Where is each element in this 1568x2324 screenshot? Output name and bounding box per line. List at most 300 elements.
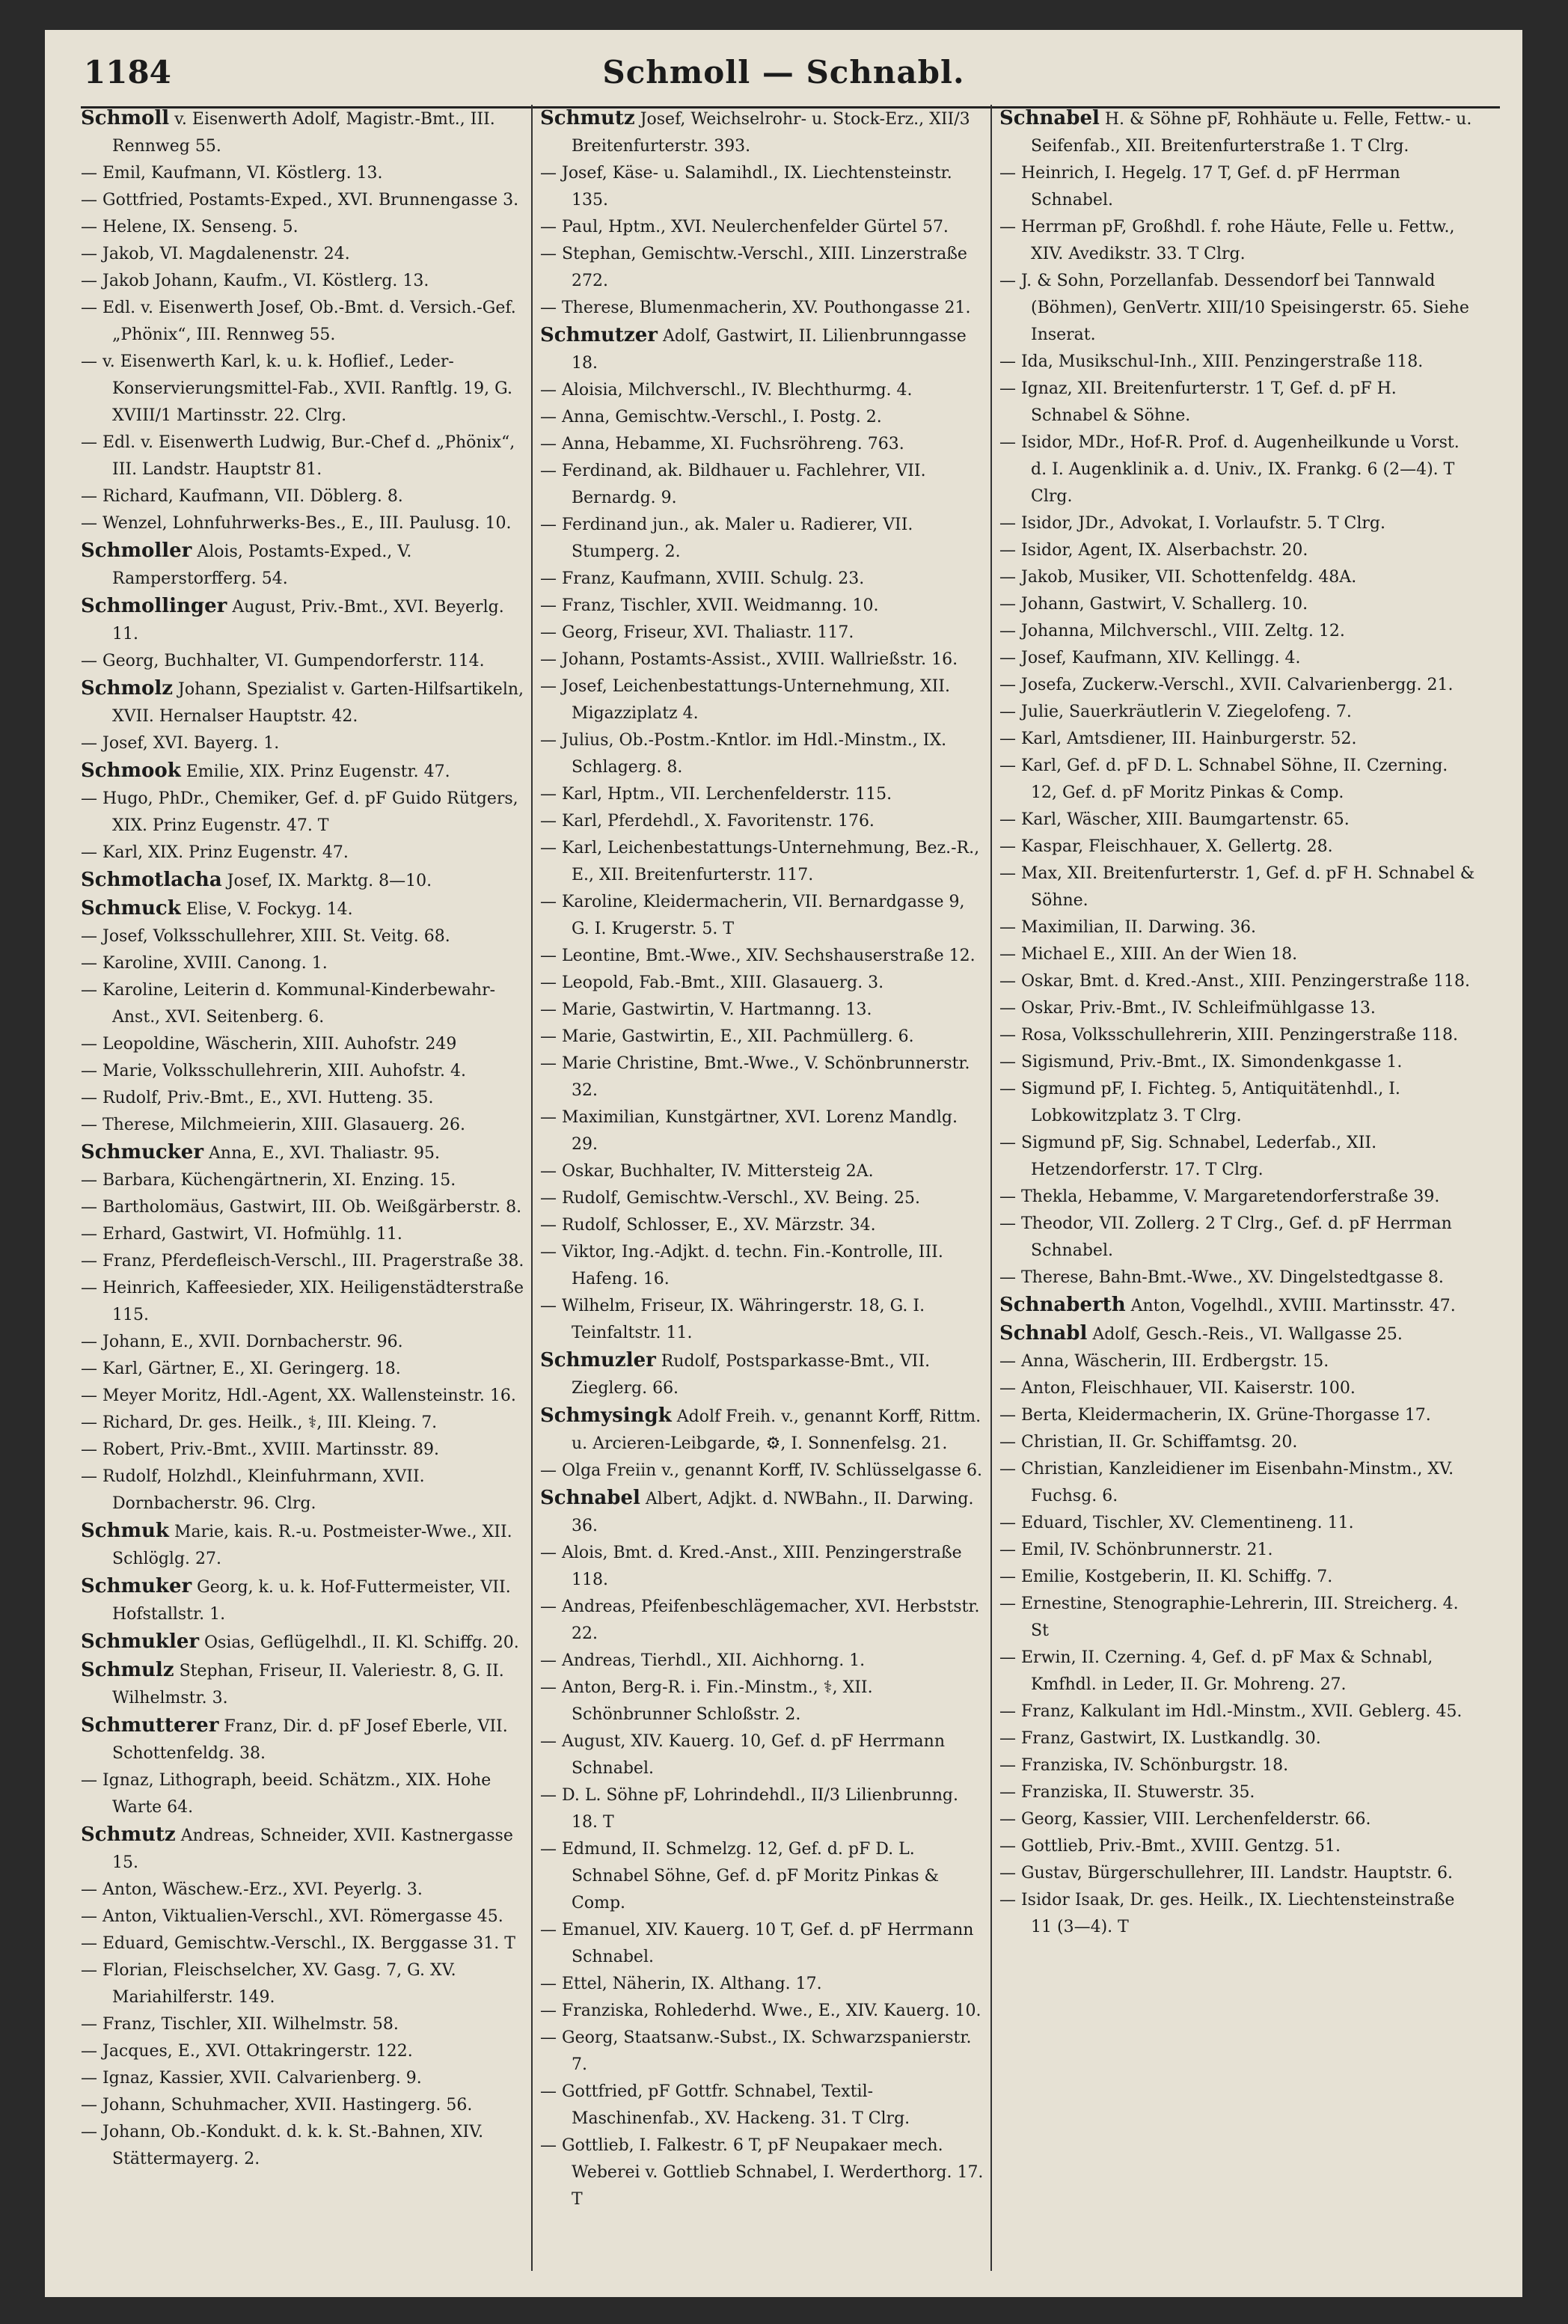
directory-entry <box>81 593 527 648</box>
directory-entry <box>81 1139 527 1167</box>
entry-text: — Barbara, Küchengärtnerin, XI. Enzing. 15. <box>81 1171 456 1190</box>
directory-entry <box>81 757 527 786</box>
directory-entry <box>81 1248 527 1275</box>
entry-text: Stephan, Friseur, II. Valeriestr. 8, G. II. Wilhelmstr. 3. <box>112 1662 504 1707</box>
directory-entry <box>81 648 527 675</box>
entry-text: — Thekla, Hebamme, V. Margaretendorferstraße 39. <box>999 1187 1440 1206</box>
directory-entry <box>999 941 1478 968</box>
entry-text: — Isidor, MDr., Hof-R. Prof. d. Augenheilkunde u Vorst. d. I. Augenklinik a. d. Univ., IX. Frankg. 6 (2—4). T Clrg. <box>999 433 1460 506</box>
entry-text: — Heinrich, I. Hegelg. 17 T, Gef. d. pF Herrman Schnabel. <box>999 164 1400 210</box>
directory-entry <box>81 268 527 295</box>
entry-text: — Ignaz, XII. Breitenfurterstr. 1 T, Gef. d. pF H. Schnabel & Söhne. <box>999 379 1397 425</box>
entry-text: — Viktor, Ing.-Adjkt. d. techn. Fin.-Kontrolle, III. Hafeng. 16. <box>540 1243 943 1288</box>
entry-text: — Anna, Gemischtw.-Verschl., I. Postg. 2. <box>540 408 882 426</box>
entry-text: — Alois, Bmt. d. Kred.-Anst., XIII. Penzingerstraße 118. <box>540 1544 962 1589</box>
directory-entry <box>540 997 986 1024</box>
directory-entry <box>999 1456 1478 1510</box>
directory-entry <box>999 1402 1478 1429</box>
directory-entry <box>540 808 986 835</box>
entry-text: — Franz, Kalkulant im Hdl.-Minstm., XVII. Geblerg. 45. <box>999 1702 1463 1721</box>
entry-text: — Johann, E., XVII. Dornbacherstr. 96. <box>81 1333 403 1351</box>
directory-entry <box>540 1728 986 1782</box>
directory-entry <box>81 1329 527 1356</box>
entry-text: — Wilhelm, Friseur, IX. Währingerstr. 18, G. I. Teinfaltstr. 11. <box>540 1297 925 1342</box>
directory-entry <box>81 950 527 977</box>
directory-entry <box>999 1887 1478 1941</box>
entry-surname: Schmukler <box>81 1630 200 1653</box>
entry-text: Anton, Vogelhdl., XVIII. Martinsstr. 47. <box>1125 1297 1456 1315</box>
entry-surname: Schmook <box>81 759 181 782</box>
directory-page <box>45 30 1522 2297</box>
directory-entry <box>999 591 1478 618</box>
directory-entry <box>81 840 527 866</box>
directory-entry <box>81 2119 527 2173</box>
directory-entry <box>999 618 1478 645</box>
entry-text: — Therese, Milchmeierin, XIII. Glasauerg. 26. <box>81 1116 466 1134</box>
directory-entry <box>540 620 986 646</box>
directory-entry <box>999 753 1478 807</box>
directory-entry <box>540 1293 986 1347</box>
entry-text: Elise, V. Fockyg. 14. <box>180 900 353 919</box>
directory-entry <box>540 566 986 593</box>
directory-entry <box>999 1591 1478 1645</box>
entry-text: — Johann, Gastwirt, V. Schallerg. 10. <box>999 595 1308 614</box>
entry-text: — Ferdinand, ak. Bildhauer u. Fachlehrer, VII. Bernardg. 9. <box>540 462 926 507</box>
directory-entry <box>81 241 527 268</box>
entry-surname: Schmulz <box>81 1659 174 1681</box>
directory-entry <box>540 1998 986 2025</box>
directory-entry <box>81 1275 527 1329</box>
directory-entry <box>540 970 986 997</box>
directory-entry <box>540 1212 986 1239</box>
directory-entry <box>540 1540 986 1594</box>
directory-entry <box>81 1712 527 1767</box>
directory-entry <box>81 1085 527 1112</box>
directory-entry <box>999 1833 1478 1860</box>
entry-text: Anna, E., XVI. Thaliastr. 95. <box>203 1144 440 1163</box>
directory-entry <box>999 1320 1478 1348</box>
directory-entry <box>999 105 1478 160</box>
entry-text: — Hugo, PhDr., Chemiker, Gef. d. pF Guido Rütgers, XIX. Prinz Eugenstr. 47. T <box>81 789 518 835</box>
directory-entry <box>81 1903 527 1930</box>
entry-text: — Johanna, Milchverschl., VIII. Zeltg. 12. <box>999 622 1345 640</box>
entry-text: — Rudolf, Schlosser, E., XV. Märzstr. 34. <box>540 1216 876 1235</box>
entry-text: v. Eisenwerth Adolf, Magistr.-Bmt., III. Rennweg 55. <box>112 110 495 156</box>
directory-entry <box>999 429 1478 510</box>
entry-surname: Schmutz <box>81 1823 176 1846</box>
directory-entry <box>81 1356 527 1383</box>
directory-entry <box>999 834 1478 860</box>
entry-text: — Robert, Priv.-Bmt., XVIII. Martinsstr. 89. <box>81 1440 440 1459</box>
entry-text: — Ignaz, Kassier, XVII. Calvarienberg. 9. <box>81 2069 422 2088</box>
entry-text: — Marie, Gastwirtin, E., XII. Pachmüllerg. 6. <box>540 1027 914 1046</box>
entry-surname: Schmuck <box>81 897 181 920</box>
entry-text: Alois, Postamts-Exped., V. Ramperstorfferg. 54. <box>112 542 412 588</box>
entry-surname: Schmuker <box>81 1575 192 1597</box>
directory-entry <box>81 730 527 757</box>
entry-surname: Schmuk <box>81 1520 169 1542</box>
entry-text: — Josef, Leichenbestattungs-Unternehmung, XII. Migazziplatz 4. <box>540 677 950 723</box>
directory-entry <box>540 214 986 241</box>
directory-entry <box>81 483 527 510</box>
entry-text: — Therese, Blumenmacherin, XV. Pouthongasse 21. <box>540 299 971 317</box>
directory-entry <box>540 2132 986 2213</box>
directory-entry <box>540 781 986 808</box>
directory-entry <box>81 2065 527 2092</box>
directory-entry <box>999 1752 1478 1779</box>
entry-text: H. & Söhne pF, Rohhäute u. Felle, Fettw.- u. Seifenfab., XII. Breitenfurterstraße 1. T Clrg. <box>1031 110 1472 156</box>
entry-text: — Rudolf, Priv.-Bmt., E., XVI. Hutteng. 35. <box>81 1089 434 1107</box>
entry-text: — Karl, Wäscher, XIII. Baumgartenstr. 65. <box>999 810 1350 829</box>
directory-entry <box>540 593 986 620</box>
entry-text: — Anton, Fleischhauer, VII. Kaiserstr. 100. <box>999 1379 1356 1398</box>
directory-entry <box>81 295 527 349</box>
entry-text: — Maximilian, II. Darwing. 36. <box>999 918 1257 937</box>
entry-text: — Josef, Volksschullehrer, XIII. St. Veitg. 68. <box>81 927 450 946</box>
directory-entry <box>81 510 527 537</box>
entry-text: — Olga Freiin v., genannt Korff, IV. Schlüsselgasse 6. <box>540 1461 982 1480</box>
entry-text: — Berta, Kleidermacherin, IX. Grüne-Thorgasse 17. <box>999 1406 1431 1425</box>
entry-text: — Gustav, Bürgerschullehrer, III. Landstr. Hauptstr. 6. <box>999 1864 1453 1883</box>
entry-text: — Ida, Musikschul-Inh., XIII. Penzingerstraße 118. <box>999 352 1424 371</box>
entry-text: — Gottlieb, Priv.-Bmt., XVIII. Gentzg. 51. <box>999 1837 1341 1856</box>
entry-text: — Jakob Johann, Kaufm., VI. Köstlerg. 13. <box>81 272 429 290</box>
entry-text: — Karl, Amtsdiener, III. Hainburgerstr. 52. <box>999 730 1357 748</box>
directory-entry <box>81 1383 527 1410</box>
directory-entry <box>81 187 527 214</box>
entry-text: — Andreas, Tierhdl., XII. Aichhorng. 1. <box>540 1651 866 1670</box>
directory-entry <box>999 1211 1478 1265</box>
entry-surname: Schmutterer <box>81 1714 219 1737</box>
entry-text: — Franz, Tischler, XII. Wilhelmstr. 58. <box>81 2015 399 2034</box>
page-number: 1184 <box>84 54 171 91</box>
entry-text: — Oskar, Bmt. d. Kred.-Anst., XIII. Penzingerstraße 118. <box>999 972 1471 991</box>
entry-text: Georg, k. u. k. Hof-Futtermeister, VII. Hofstallstr. 1. <box>112 1578 511 1624</box>
entry-text: — Julie, Sauerkräutlerin V. Ziegelofeng. 7. <box>999 703 1352 721</box>
directory-entry <box>81 895 527 923</box>
directory-entry <box>540 431 986 458</box>
entry-surname: Schmoller <box>81 539 192 562</box>
entry-text: — Karoline, Kleidermacherin, VII. Bernardgasse 9, G. I. Krugerstr. 5. T <box>540 893 965 938</box>
directory-entry <box>81 1464 527 1517</box>
entry-text: — Marie, Volksschullehrerin, XIII. Auhofstr. 4. <box>81 1062 466 1080</box>
directory-entry <box>999 1429 1478 1456</box>
entry-text: — Erhard, Gastwirt, VI. Hofmühlg. 11. <box>81 1225 402 1244</box>
directory-entry <box>540 1051 986 1104</box>
column-1 <box>81 105 527 2271</box>
directory-entry <box>81 1767 527 1821</box>
entry-text: — Josef, Käse- u. Salamihdl., IX. Liechtensteinstr. 135. <box>540 164 952 210</box>
directory-entry <box>999 726 1478 753</box>
directory-entry <box>999 376 1478 429</box>
directory-entry <box>81 1437 527 1464</box>
directory-entry <box>81 429 527 483</box>
directory-entry <box>540 458 986 512</box>
entry-surname: Schmoll <box>81 107 170 129</box>
directory-entry <box>999 1375 1478 1402</box>
entry-text: — Josef, Kaufmann, XIV. Kellingg. 4. <box>999 649 1301 667</box>
directory-entry <box>540 1024 986 1051</box>
directory-entry <box>999 1049 1478 1076</box>
entry-text: — Max, XII. Breitenfurterstr. 1, Gef. d. pF H. Schnabel & Söhne. <box>999 864 1475 910</box>
entry-text: — Isidor, JDr., Advokat, I. Vorlaufstr. 5. T Clrg. <box>999 514 1385 533</box>
entry-text: — Therese, Bahn-Bmt.-Wwe., XV. Dingelstedtgasse 8. <box>999 1268 1444 1287</box>
entry-text: — J. & Sohn, Porzellanfab. Dessendorf bei Tannwald (Böhmen), GenVertr. XIII/10 Speisingerstr. 65. Siehe Inserat. <box>999 272 1469 344</box>
directory-entry <box>999 1130 1478 1184</box>
entry-surname: Schmysingk <box>540 1404 672 1427</box>
directory-entry <box>540 646 986 673</box>
directory-entry <box>81 1221 527 1248</box>
directory-entry <box>81 1194 527 1221</box>
entry-text: — Heinrich, Kaffeesieder, XIX. Heiligenstädterstraße 115. <box>81 1279 524 1324</box>
entry-text: — Franziska, IV. Schönburgstr. 18. <box>999 1756 1289 1775</box>
directory-entry <box>540 835 986 889</box>
entry-text: — Anton, Viktualien-Verschl., XVI. Römergasse 45. <box>81 1907 503 1926</box>
directory-entry <box>540 377 986 404</box>
entry-text: — Anton, Berg-R. i. Fin.-Minstm., ⚕, XII. Schönbrunner Schloßstr. 2. <box>540 1678 873 1724</box>
entry-text: Josef, Weichselrohr- u. Stock-Erz., XII/3 Breitenfurterstr. 393. <box>572 110 970 156</box>
running-title: Schmoll — Schnabl. <box>602 54 965 91</box>
directory-entry <box>81 1930 527 1957</box>
entry-text: — Jakob, VI. Magdalenenstr. 24. <box>81 245 350 263</box>
directory-entry <box>999 699 1478 726</box>
entry-text: — Oskar, Buchhalter, IV. Mittersteig 2A. <box>540 1162 874 1181</box>
entry-text: Marie, kais. R.-u. Postmeister-Wwe., XII. Schlöglg. 27. <box>112 1523 512 1568</box>
entry-text: Josef, IX. Marktg. 8—10. <box>221 872 432 890</box>
entry-text: — Theodor, VII. Zollerg. 2 T Clrg., Gef. d. pF Herrman Schnabel. <box>999 1214 1452 1260</box>
entry-text: — Jacques, E., XVI. Ottakringerstr. 122. <box>81 2042 413 2061</box>
entry-surname: Schnaberth <box>999 1294 1126 1316</box>
entry-surname: Schmuzler <box>540 1349 656 1372</box>
entry-text: — Ferdinand jun., ak. Maler u. Radierer, VII. Stumperg. 2. <box>540 516 913 561</box>
entry-text: — Emilie, Kostgeberin, II. Kl. Schiffg. 7. <box>999 1568 1333 1586</box>
directory-entry <box>81 977 527 1031</box>
directory-entry <box>81 2038 527 2065</box>
entry-text: — Anton, Wäschew.-Erz., XVI. Peyerlg. 3. <box>81 1880 423 1899</box>
directory-entry <box>81 537 527 593</box>
directory-entry <box>81 1628 527 1657</box>
entry-text: — Edmund, II. Schmelzg. 12, Gef. d. pF D. L. Schnabel Söhne, Gef. d. pF Moritz Pinkas & Comp. <box>540 1840 940 1912</box>
column-3 <box>999 105 1478 2271</box>
entry-text: — Edl. v. Eisenwerth Josef, Ob.-Bmt. d. Versich.-Gef. „Phönix“, III. Rennweg 55. <box>81 299 516 344</box>
entry-surname: Schmucker <box>81 1141 204 1163</box>
entry-text: — Gottfried, Postamts-Exped., XVI. Brunnengasse 3. <box>81 191 519 210</box>
directory-entry <box>999 968 1478 995</box>
directory-entry <box>81 1957 527 2011</box>
directory-entry <box>81 923 527 950</box>
directory-entry <box>999 1698 1478 1725</box>
directory-entry <box>999 1806 1478 1833</box>
directory-entry <box>540 1104 986 1158</box>
directory-entry <box>999 672 1478 699</box>
entry-text: — Rudolf, Holzhdl., Kleinfuhrmann, XVII. Dornbacherstr. 96. Clrg. <box>81 1467 425 1513</box>
directory-entry <box>540 673 986 727</box>
entry-text: — Erwin, II. Czerning. 4, Gef. d. pF Max & Schnabl, Kmfhdl. in Leder, II. Gr. Mohreng. 27. <box>999 1648 1433 1694</box>
entry-text: — Gottfried, pF Gottfr. Schnabel, Textil-Maschinenfab., XV. Hackeng. 31. T Clrg. <box>540 2082 910 2128</box>
entry-text: — August, XIV. Kauerg. 10, Gef. d. pF Herrmann Schnabel. <box>540 1732 946 1778</box>
entry-text: — Bartholomäus, Gastwirt, III. Ob. Weißgärberstr. 8. <box>81 1198 522 1217</box>
entry-text: — Karoline, XVIII. Canong. 1. <box>81 954 328 973</box>
entry-text: — Karl, Gärtner, E., XI. Geringerg. 18. <box>81 1360 401 1378</box>
directory-entry <box>81 675 527 730</box>
entry-text: — Emil, Kaufmann, VI. Köstlerg. 13. <box>81 164 383 183</box>
directory-entry <box>999 995 1478 1022</box>
entry-text: Adolf, Gastwirt, II. Lilienbrunngasse 18. <box>572 327 967 373</box>
entry-text: — Helene, IX. Senseng. 5. <box>81 218 298 236</box>
directory-entry <box>999 1076 1478 1130</box>
directory-entry <box>999 349 1478 376</box>
column-divider <box>990 105 992 2271</box>
entry-text: — Meyer Moritz, Hdl.-Agent, XX. Wallensteinstr. 16. <box>81 1386 516 1405</box>
entry-text: Emilie, XIX. Prinz Eugenstr. 47. <box>180 762 450 781</box>
entry-surname: Schnabl <box>999 1322 1088 1345</box>
entry-text: — Franz, Tischler, XVII. Weidmanng. 10. <box>540 596 879 615</box>
directory-entry <box>540 1158 986 1185</box>
entry-text: Andreas, Schneider, XVII. Kastnergasse 15. <box>112 1826 513 1872</box>
entry-text: — Rosa, Volksschullehrerin, XIII. Penzingerstraße 118. <box>999 1026 1459 1045</box>
entry-text: — Florian, Fleischselcher, XV. Gasg. 7, G. XV. Mariahilferstr. 149. <box>81 1961 456 2007</box>
directory-entry <box>540 1836 986 1917</box>
directory-entry <box>999 1645 1478 1698</box>
directory-entry <box>999 1564 1478 1591</box>
entry-text: Albert, Adjkt. d. NWBahn., II. Darwing. 36. <box>572 1490 974 1535</box>
directory-entry <box>540 105 986 160</box>
entry-text: — Christian, Kanzleidiener im Eisenbahn-Minstm., XV. Fuchsg. 6. <box>999 1460 1454 1505</box>
directory-entry <box>999 1022 1478 1049</box>
directory-entry <box>999 214 1478 268</box>
directory-entry <box>999 1537 1478 1564</box>
directory-entry <box>81 160 527 187</box>
entry-text: — v. Eisenwerth Karl, k. u. k. Hoflief., Leder-Konservierungsmittel-Fab., XVII. Ranftlg. 19, G. XVIII/1 Martinsstr. 22. Clrg. <box>81 352 512 425</box>
directory-entry <box>81 1877 527 1903</box>
entry-text: — Georg, Buchhalter, VI. Gumpendorferstr. 114. <box>81 652 485 670</box>
entry-text: — Ernestine, Stenographie-Lehrerin, III. Streicherg. 4. St <box>999 1594 1459 1640</box>
directory-entry <box>540 160 986 214</box>
directory-entry <box>81 1410 527 1437</box>
directory-entry <box>540 295 986 322</box>
directory-entry <box>540 1484 986 1540</box>
directory-entry <box>540 2025 986 2079</box>
entry-text: — Karl, XIX. Prinz Eugenstr. 47. <box>81 843 349 862</box>
directory-entry <box>999 537 1478 564</box>
directory-entry <box>540 241 986 295</box>
directory-entry <box>999 1779 1478 1806</box>
entry-text: Rudolf, Postsparkasse-Bmt., VII. Zieglerg. 66. <box>572 1352 931 1398</box>
entry-surname: Schnabel <box>999 107 1100 129</box>
entry-text: — Michael E., XIII. An der Wien 18. <box>999 945 1298 964</box>
directory-entry <box>999 1510 1478 1537</box>
directory-entry <box>999 510 1478 537</box>
directory-entry <box>81 786 527 840</box>
entry-text: Osias, Geflügelhdl., II. Kl. Schiffg. 20. <box>199 1633 519 1652</box>
entry-text: — Emil, IV. Schönbrunnerstr. 21. <box>999 1541 1273 1559</box>
entry-text: — Ettel, Näherin, IX. Althang. 17. <box>540 1975 822 1993</box>
entry-text: — Wenzel, Lohnfuhrwerks-Bes., E., III. Paulusg. 10. <box>81 514 512 533</box>
entry-text: — Julius, Ob.-Postm.-Kntlor. im Hdl.-Minstm., IX. Schlagerg. 8. <box>540 731 947 777</box>
directory-entry <box>540 1594 986 1648</box>
directory-entry <box>999 1348 1478 1375</box>
entry-text: — Franz, Gastwirt, IX. Lustkandlg. 30. <box>999 1729 1321 1748</box>
entry-text: Johann, Spezialist v. Garten-Hilfsartikeln, XVII. Hernalser Hauptstr. 42. <box>112 680 524 726</box>
directory-entry <box>999 1291 1478 1320</box>
directory-entry <box>540 512 986 566</box>
entry-text: — Anna, Hebamme, XI. Fuchsröhreng. 763. <box>540 435 904 453</box>
entry-text: — Karl, Leichenbestattungs-Unternehmung, Bez.-R., E., XII. Breitenfurterstr. 117. <box>540 839 980 884</box>
directory-entry <box>540 1971 986 1998</box>
entry-text: — Karoline, Leiterin d. Kommunal-Kinderbewahr-Anst., XVI. Seitenberg. 6. <box>81 981 496 1027</box>
directory-entry <box>81 1167 527 1194</box>
entry-text: — Isidor Isaak, Dr. ges. Heilk., IX. Liechtensteinstraße 11 (3—4). T <box>999 1891 1455 1936</box>
directory-entry <box>81 1517 527 1573</box>
entry-text: — D. L. Söhne pF, Lohrindehdl., II/3 Lilienbrunng. 18. T <box>540 1786 958 1832</box>
entry-text: — Johann, Schuhmacher, XVII. Hastingerg. 56. <box>81 2096 473 2114</box>
column-divider <box>531 105 533 2271</box>
directory-entry <box>540 1185 986 1212</box>
directory-entry <box>81 1821 527 1877</box>
entry-text: — Gottlieb, I. Falkestr. 6 T, pF Neupakaer mech. Weberei v. Gottlieb Schnabel, I. Werderthorg. 17. T <box>540 2136 984 2209</box>
entry-text: — Richard, Dr. ges. Heilk., ⚕, III. Kleing. 7. <box>81 1413 438 1432</box>
entry-text: — Leopold, Fab.-Bmt., XIII. Glasauerg. 3. <box>540 973 884 992</box>
entry-text: — Maximilian, Kunstgärtner, XVI. Lorenz Mandlg. 29. <box>540 1108 958 1154</box>
entry-surname: Schmutzer <box>540 324 658 346</box>
directory-entry <box>81 2092 527 2119</box>
entry-text: — Paul, Hptm., XVI. Neulerchenfelder Gürtel 57. <box>540 218 949 236</box>
entry-text: — Josefa, Zuckerw.-Verschl., XVII. Calvarienbergg. 21. <box>999 676 1454 694</box>
entry-text: — Stephan, Gemischtw.-Verschl., XIII. Linzerstraße 272. <box>540 245 967 290</box>
directory-entry <box>999 807 1478 834</box>
directory-entry <box>81 1031 527 1058</box>
directory-entry <box>81 1058 527 1085</box>
directory-entry <box>540 1675 986 1728</box>
directory-entry <box>81 2011 527 2038</box>
entry-text: — Josef, XVI. Bayerg. 1. <box>81 734 280 753</box>
entry-text: Franz, Dir. d. pF Josef Eberle, VII. Schottenfeldg. 38. <box>112 1717 508 1763</box>
directory-entry <box>81 349 527 429</box>
entry-text: — Eduard, Gemischtw.-Verschl., IX. Berggasse 31. T <box>81 1934 515 1953</box>
directory-entry <box>999 564 1478 591</box>
page-header <box>45 48 1522 100</box>
entry-text: — Kaspar, Fleischhauer, X. Gellertg. 28. <box>999 837 1333 856</box>
entry-text: — Emanuel, XIV. Kauerg. 10 T, Gef. d. pF Herrmann Schnabel. <box>540 1921 974 1966</box>
directory-entry <box>999 914 1478 941</box>
entry-text: — Richard, Kaufmann, VII. Döblerg. 8. <box>81 487 403 506</box>
entry-text: — Eduard, Tischler, XV. Clementineng. 11. <box>999 1514 1354 1532</box>
entry-text: — Georg, Kassier, VIII. Lerchenfelderstr. 66. <box>999 1810 1371 1829</box>
directory-entry <box>81 214 527 241</box>
column-2 <box>540 105 986 2271</box>
entry-text: — Georg, Friseur, XVI. Thaliastr. 117. <box>540 623 854 642</box>
entry-text: — Leontine, Bmt.-Wwe., XIV. Sechshauserstraße 12. <box>540 947 976 965</box>
directory-entry <box>999 160 1478 214</box>
entry-text: Adolf, Gesch.-Reis., VI. Wallgasse 25. <box>1087 1325 1403 1344</box>
entry-text: — Marie Christine, Bmt.-Wwe., V. Schönbrunnerstr. 32. <box>540 1054 970 1100</box>
entry-surname: Schnabel <box>540 1487 640 1509</box>
directory-entry <box>540 1458 986 1484</box>
directory-entry <box>999 645 1478 672</box>
entry-text: — Marie, Gastwirtin, V. Hartmanng. 13. <box>540 1000 872 1019</box>
entry-text: — Edl. v. Eisenwerth Ludwig, Bur.-Chef d. „Phönix“, III. Landstr. Hauptstr 81. <box>81 433 515 479</box>
entry-text: — Oskar, Priv.-Bmt., IV. Schleifmühlgasse 13. <box>999 999 1376 1018</box>
entry-surname: Schmotlacha <box>81 869 222 891</box>
entry-text: — Karl, Gef. d. pF D. L. Schnabel Söhne, II. Czerning. 12, Gef. d. pF Moritz Pinkas & Comp. <box>999 756 1448 802</box>
directory-entry <box>540 1402 986 1458</box>
directory-entry <box>999 860 1478 914</box>
entry-text: — Johann, Postamts-Assist., XVIII. Wallrießstr. 16. <box>540 650 958 669</box>
directory-entry <box>540 1648 986 1675</box>
directory-entry <box>999 268 1478 349</box>
directory-entry <box>81 1573 527 1628</box>
directory-entry <box>540 404 986 431</box>
